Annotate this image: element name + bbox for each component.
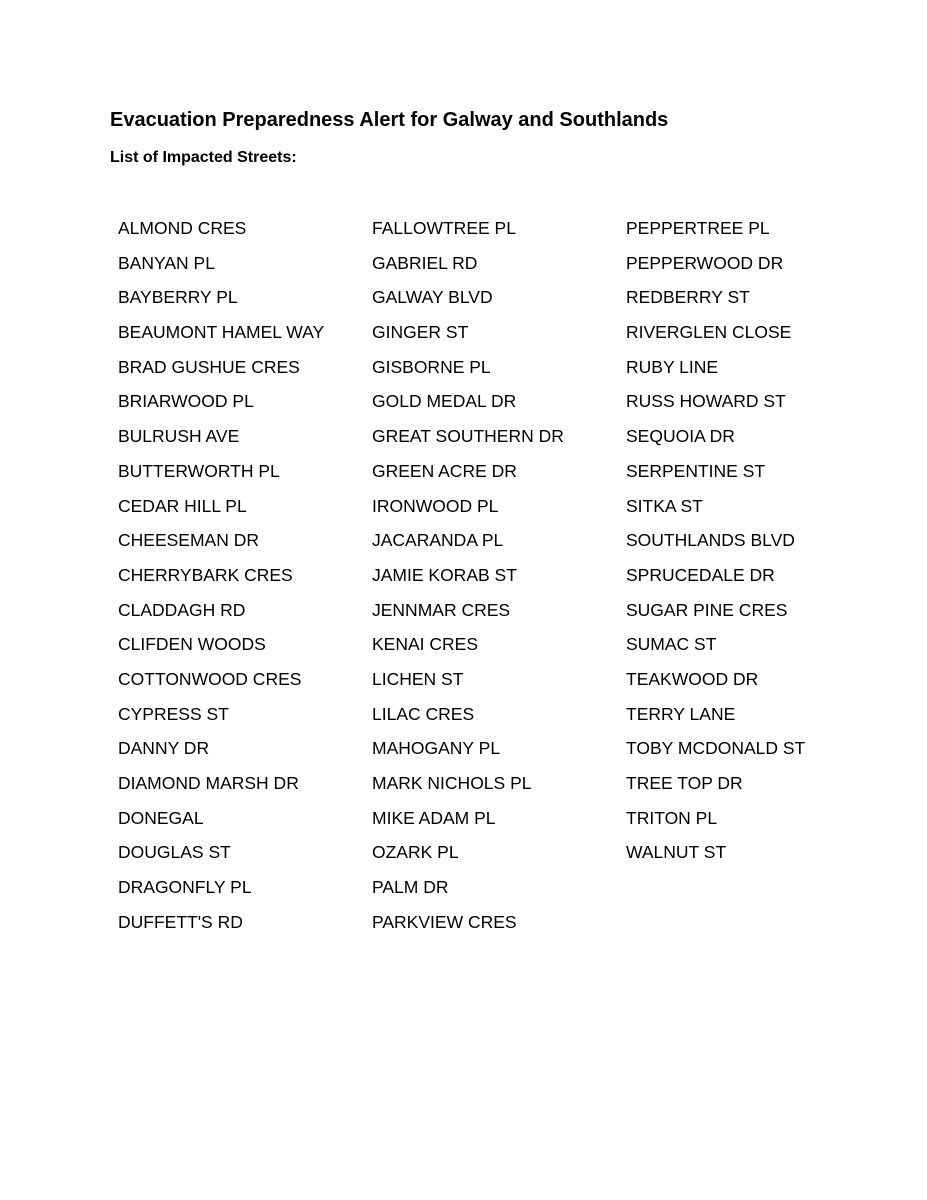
street-name: LILAC CRES [372, 703, 475, 724]
street-name: PEPPERWOOD DR [626, 252, 784, 273]
street-name: CLADDAGH RD [118, 599, 246, 620]
street-name: JENNMAR CRES [372, 599, 511, 620]
street-name: GINGER ST [372, 322, 469, 343]
street-name: TOBY MCDONALD ST [626, 738, 806, 759]
street-name: DUFFETT'S RD [118, 911, 243, 932]
street-name: BAYBERRY PL [118, 287, 238, 308]
street-name: BEAUMONT HAMEL WAY [118, 322, 325, 343]
street-name: DOUGLAS ST [118, 842, 231, 863]
street-name: BRIARWOOD PL [118, 391, 254, 412]
street-name: KENAI CRES [372, 634, 478, 655]
street-name: SUMAC ST [626, 634, 717, 655]
street-name: BANYAN PL [118, 252, 215, 273]
street-name: WALNUT ST [626, 842, 727, 863]
street-name: GREAT SOUTHERN DR [372, 426, 564, 447]
street-name: COTTONWOOD CRES [118, 668, 302, 689]
street-name: BRAD GUSHUE CRES [118, 356, 300, 377]
street-name: TEAKWOOD DR [626, 668, 759, 689]
street-name: RIVERGLEN CLOSE [626, 322, 792, 343]
page-subtitle: List of Impacted Streets: [110, 149, 297, 166]
street-name: SUGAR PINE CRES [626, 599, 788, 620]
street-name: DRAGONFLY PL [118, 877, 252, 898]
street-name: SPRUCEDALE DR [626, 564, 775, 585]
street-column-3 [626, 216, 805, 875]
street-name: CEDAR HILL PL [118, 495, 247, 516]
street-name: RUBY LINE [626, 356, 719, 377]
street-name: GISBORNE PL [372, 356, 491, 377]
street-name: DIAMOND MARSH DR [118, 773, 299, 793]
street-name: TRITON PL [626, 807, 718, 828]
street-name: MARK NICHOLS PL [372, 773, 532, 793]
street-name: LICHEN ST [372, 668, 464, 689]
street-name: BULRUSH AVE [118, 426, 240, 447]
street-name: OZARK PL [372, 842, 459, 863]
street-name: CHERRYBARK CRES [118, 564, 293, 585]
street-name: TERRY LANE [626, 703, 736, 724]
street-name: GOLD MEDAL DR [372, 391, 517, 412]
street-name: BUTTERWORTH PL [118, 460, 280, 481]
street-name: MIKE ADAM PL [372, 807, 496, 828]
street-name: DONEGAL [118, 807, 204, 828]
street-name: JACARANDA PL [372, 530, 504, 551]
street-column-1 [118, 216, 324, 944]
street-name: RUSS HOWARD ST [626, 391, 786, 412]
street-name: MAHOGANY PL [372, 738, 501, 759]
street-name: TREE TOP DR [626, 773, 743, 793]
street-name: CYPRESS ST [118, 703, 229, 724]
street-name: DANNY DR [118, 738, 210, 759]
street-name: JAMIE KORAB ST [372, 564, 517, 585]
street-name: CHEESEMAN DR [118, 530, 259, 551]
street-name: SEQUOIA DR [626, 426, 735, 447]
street-name: SOUTHLANDS BLVD [626, 530, 795, 551]
street-column-2 [372, 216, 564, 944]
street-name: PARKVIEW CRES [372, 911, 517, 932]
street-name: ALMOND CRES [118, 218, 247, 238]
street-name: SITKA ST [626, 495, 703, 516]
street-name: GREEN ACRE DR [372, 460, 517, 481]
street-name: FALLOWTREE PL [372, 218, 516, 238]
page-title: Evacuation Preparedness Alert for Galway and Southlands [110, 109, 669, 131]
street-name: CLIFDEN WOODS [118, 634, 266, 655]
street-name: GALWAY BLVD [372, 287, 493, 308]
street-name: PEPPERTREE PL [626, 218, 770, 238]
street-name: IRONWOOD PL [372, 495, 499, 516]
street-name: GABRIEL RD [372, 252, 478, 273]
street-name: REDBERRY ST [626, 287, 750, 308]
street-name: PALM DR [372, 877, 449, 898]
street-name: SERPENTINE ST [626, 460, 766, 481]
